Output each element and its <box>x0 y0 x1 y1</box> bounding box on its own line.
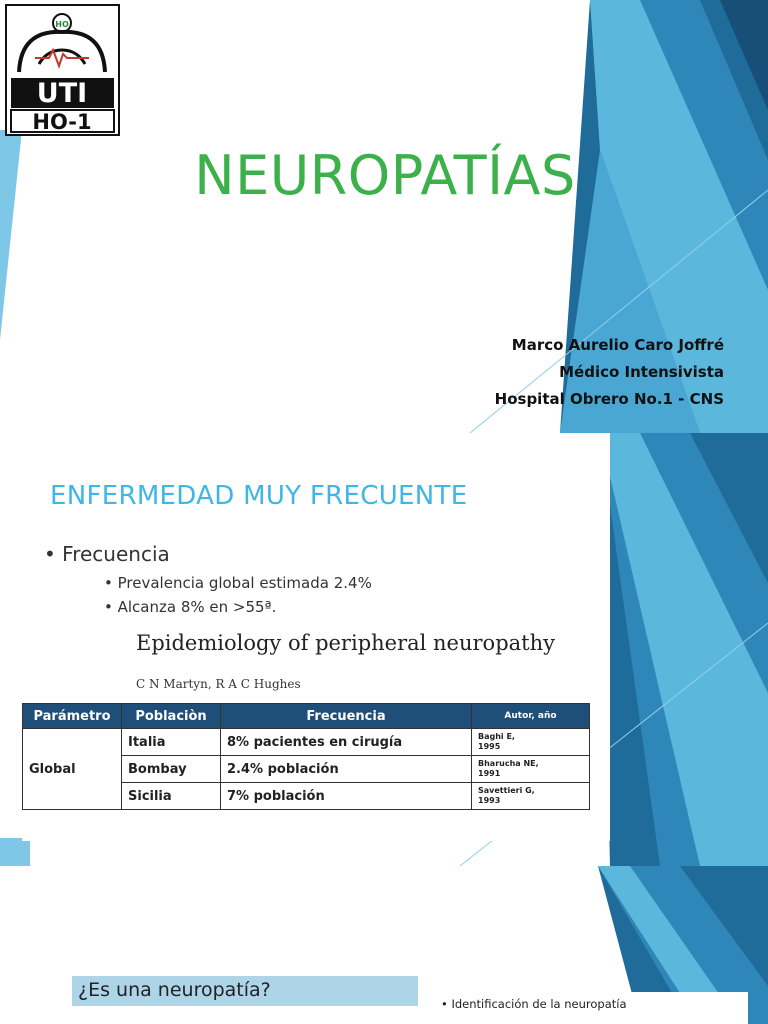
sub-bullet-text: Prevalencia global estimada 2.4% <box>117 574 372 592</box>
author-role: Médico Intensivista <box>559 363 724 381</box>
bullet-text: Identificación de la neuropatía <box>451 997 627 1011</box>
author-institution: Hospital Obrero No.1 - CNS <box>494 390 724 408</box>
header-parametro: Parámetro <box>23 704 122 729</box>
sub-bullet: • Alcanza 8% en >55ª. <box>104 598 277 616</box>
slide-heading: ENFERMEDAD MUY FRECUENTE <box>50 481 468 511</box>
header-poblacion: Poblaciòn <box>122 704 221 729</box>
svg-text:UTI: UTI <box>36 78 88 109</box>
cell-frecuencia: 2.4% población <box>221 756 472 783</box>
sub-bullet-text: Alcanza 8% en >55ª. <box>117 598 277 616</box>
autor-year: 1995 <box>478 742 501 751</box>
author-name: Marco Aurelio Caro Joffré <box>511 336 724 354</box>
autor-name: Savettieri G, <box>478 786 535 795</box>
table-header-row <box>23 704 590 729</box>
cell-poblacion: Bombay <box>122 756 221 783</box>
cell-autor <box>472 783 590 810</box>
uti-logo-icon <box>7 6 118 134</box>
frequency-slide <box>0 433 768 866</box>
cell-frecuencia: 8% pacientes en cirugía <box>221 729 472 756</box>
title-slide <box>0 0 768 433</box>
hospital-logo <box>5 4 120 136</box>
table-row <box>23 729 590 756</box>
bullet-text: Frecuencia <box>62 542 170 566</box>
cell-autor <box>472 729 590 756</box>
question-text: ¿Es una neuropatía? <box>78 979 271 1001</box>
autor-name: Bharucha NE, <box>478 759 539 768</box>
group-label: Global <box>23 729 122 810</box>
bullet-identificacion: • Identificación de la neuropatía <box>441 997 627 1011</box>
autor-year: 1991 <box>478 769 501 778</box>
cell-autor <box>472 756 590 783</box>
header-autor: Autor, año <box>472 704 590 729</box>
header-frecuencia: Frecuencia <box>221 704 472 729</box>
slide-title: NEUROPATÍAS <box>194 144 576 207</box>
sub-bullet: • Prevalencia global estimada 2.4% <box>104 574 372 592</box>
paper-title: Epidemiology of peripheral neuropathy <box>136 631 555 655</box>
autor-name: Baghi E, <box>478 732 515 741</box>
autor-year: 1993 <box>478 796 501 805</box>
cell-poblacion: Sicilia <box>122 783 221 810</box>
svg-text:HO: HO <box>55 20 69 29</box>
svg-text:HO-1: HO-1 <box>32 110 92 134</box>
bullet-frecuencia: • Frecuencia <box>44 542 170 566</box>
cell-frecuencia: 7% población <box>221 783 472 810</box>
epidemiology-table <box>22 703 590 810</box>
neuropathy-question-slide <box>0 866 768 1024</box>
cell-poblacion: Italia <box>122 729 221 756</box>
paper-authors: C N Martyn, R A C Hughes <box>136 677 301 691</box>
